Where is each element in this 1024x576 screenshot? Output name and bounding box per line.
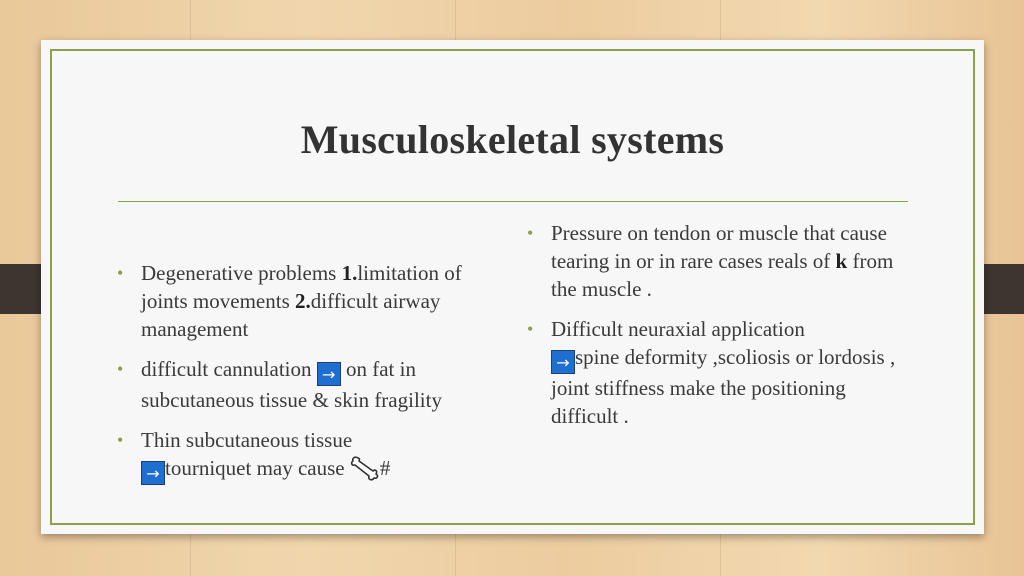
- bullet-text: Pressure on tendon or muscle that cause tearing in or in rare cases reals of: [551, 221, 887, 273]
- bullet-number: 1.: [341, 261, 358, 285]
- bullet-text: difficult airway management: [141, 289, 441, 341]
- bullet-text: tourniquet may cause: [165, 456, 350, 480]
- slide-title: Musculoskeletal systems: [300, 117, 725, 162]
- bullet-text: Thin subcutaneous tissue: [141, 428, 353, 452]
- bone-icon: [350, 455, 380, 488]
- bullet-item: [115, 259, 495, 343]
- bullet-text: Difficult neuraxial application: [551, 317, 805, 341]
- right-arrow-icon: →: [141, 461, 165, 485]
- bullet-item: [525, 219, 905, 303]
- bullet-text: difficult cannulation: [141, 357, 317, 381]
- bullet-dot: •: [117, 263, 124, 283]
- right-column: [525, 219, 905, 442]
- bullet-text: on fat in subcutaneous tissue & skin fragility: [141, 357, 442, 412]
- bullet-dot: •: [527, 319, 534, 339]
- bullet-item: [115, 355, 495, 414]
- right-arrow-icon: →: [317, 362, 341, 386]
- bullet-dot: •: [117, 359, 124, 379]
- left-column: [115, 259, 495, 500]
- right-arrow-icon: →: [551, 350, 575, 374]
- bullet-text: #: [379, 456, 391, 480]
- bullet-text: spine deformity ,scoliosis or lordosis , joint stiffness make the positioning difficult .: [551, 345, 896, 428]
- bullet-text: Degenerative problems: [141, 261, 342, 285]
- bullet-text: from the muscle .: [551, 249, 894, 301]
- bullet-text: limitation of joints movements: [141, 261, 462, 313]
- bold-letter: k: [835, 249, 848, 273]
- slide: [41, 40, 984, 534]
- bullet-item: [115, 426, 495, 488]
- bullet-number: 2.: [295, 289, 311, 313]
- title-divider: [118, 201, 908, 202]
- bullet-item: [525, 315, 905, 430]
- bullet-dot: •: [527, 223, 534, 243]
- bullet-dot: •: [117, 430, 124, 450]
